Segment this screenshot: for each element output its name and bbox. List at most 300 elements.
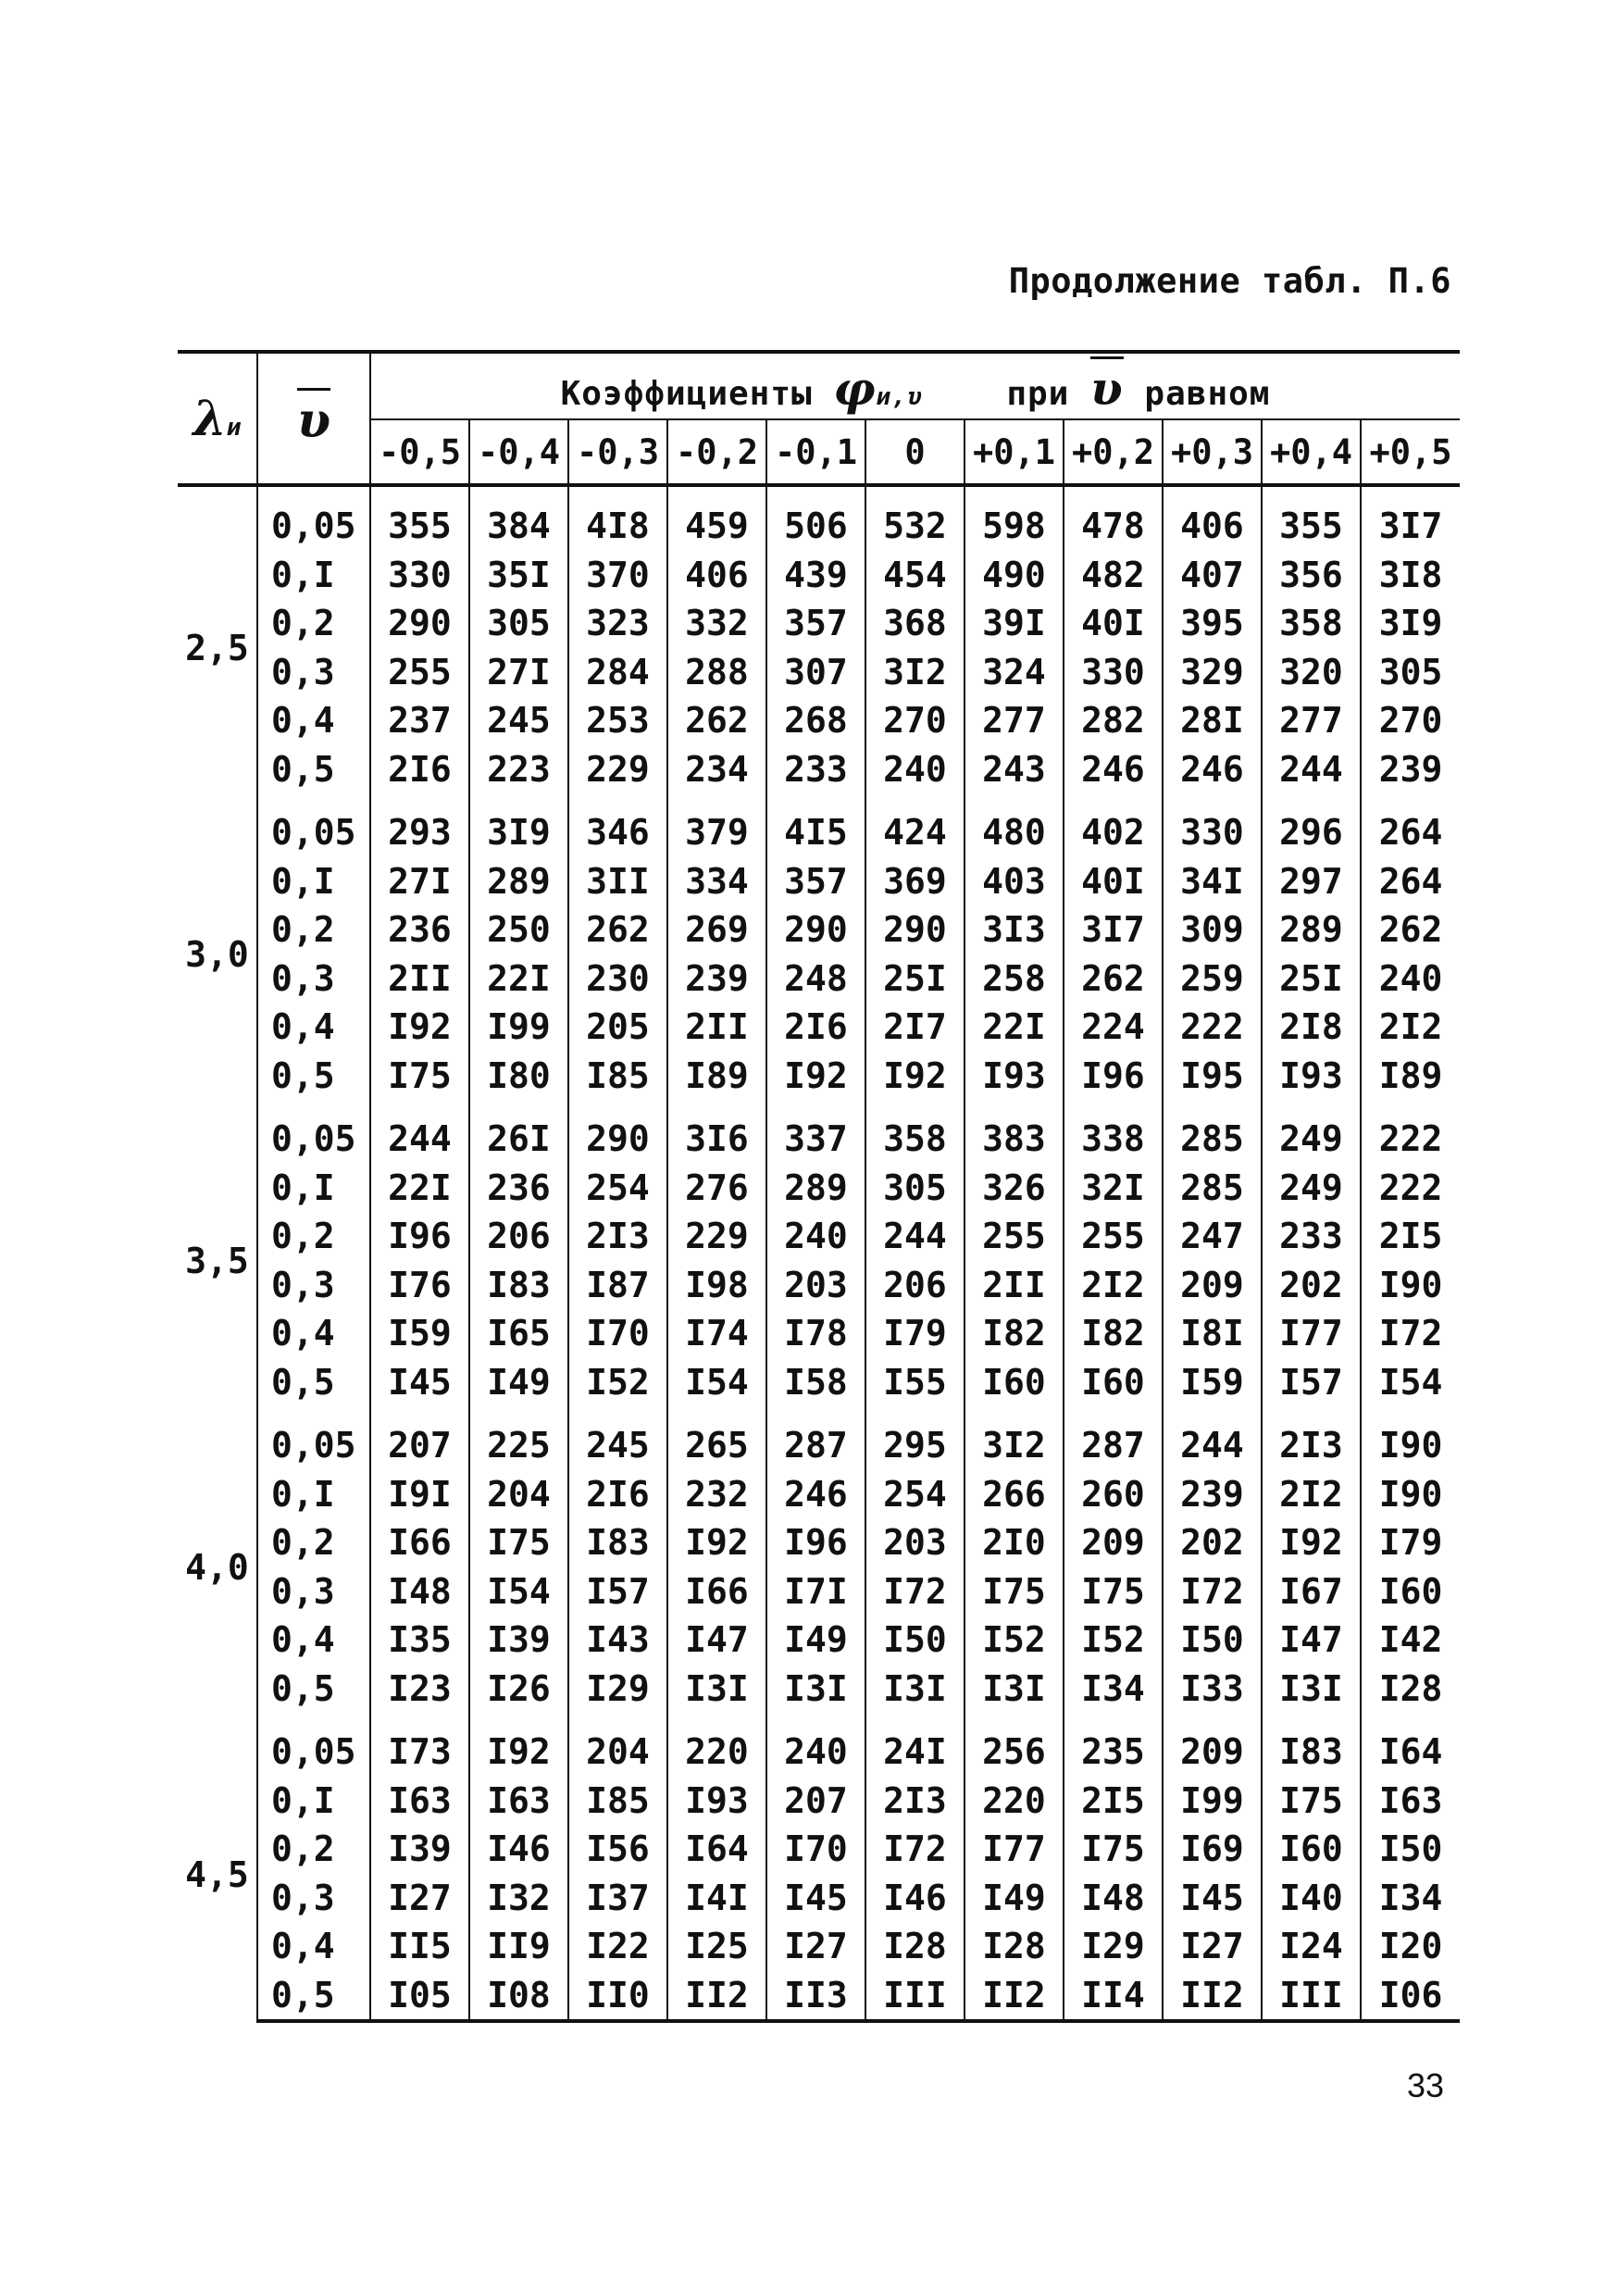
coefficient-cell: 296 bbox=[1262, 793, 1361, 857]
coefficient-cell: I95 bbox=[1163, 1052, 1262, 1101]
coefficient-cell: 39I bbox=[965, 599, 1064, 648]
v-value: 0,05 bbox=[257, 1713, 370, 1777]
coefficient-cell: I92 bbox=[865, 1052, 965, 1101]
coefficient-cell: 358 bbox=[1262, 599, 1361, 648]
coefficient-cell: 482 bbox=[1064, 551, 1163, 600]
coefficient-cell: I60 bbox=[1378, 1570, 1443, 1612]
coefficient-cell: I63 bbox=[469, 1777, 568, 1826]
coefficient-cell: II2 bbox=[965, 1971, 1064, 2022]
column-header: 0 bbox=[865, 419, 965, 485]
coefficient-cell: 240 bbox=[766, 1212, 865, 1261]
coefficient-cell: I56 bbox=[568, 1825, 667, 1874]
coefficient-cell: 233 bbox=[766, 745, 865, 794]
coefficient-cell: 269 bbox=[667, 905, 766, 955]
v-value: 0,2 bbox=[257, 1212, 370, 1261]
coefficient-cell: I82 bbox=[1064, 1309, 1163, 1358]
coefficient-cell: 2II bbox=[965, 1261, 1064, 1310]
column-header: +0,3 bbox=[1163, 419, 1262, 485]
coefficient-cell: I20 bbox=[1378, 1926, 1443, 1967]
coefficient-cell: I85 bbox=[568, 1052, 667, 1101]
coefficient-cell: 356 bbox=[1262, 551, 1361, 600]
coefficient-cell: I74 bbox=[667, 1309, 766, 1358]
coefficient-cell: I90 bbox=[1378, 1473, 1443, 1515]
table-row bbox=[178, 485, 1460, 551]
coefficient-cell: I60 bbox=[1064, 1358, 1163, 1407]
column-header: +0,4 bbox=[1262, 419, 1361, 485]
coefficient-cell: I48 bbox=[1064, 1874, 1163, 1923]
coefficient-cell: 3II bbox=[568, 857, 667, 906]
coefficient-cell: 25I bbox=[1262, 955, 1361, 1004]
coefficient-cell: I45 bbox=[766, 1874, 865, 1923]
lambda-value: 3,5 bbox=[178, 1100, 257, 1406]
coefficient-cell: 506 bbox=[766, 485, 865, 551]
coefficient-cell: I67 bbox=[1262, 1567, 1361, 1616]
v-value: 0,05 bbox=[257, 1406, 370, 1470]
coefficient-cell: 454 bbox=[865, 551, 965, 600]
coefficient-cell: 277 bbox=[965, 696, 1064, 745]
table-row bbox=[178, 1567, 1460, 1616]
coefficient-cell: 424 bbox=[865, 793, 965, 857]
coefficient-cell: 326 bbox=[965, 1164, 1064, 1213]
coefficient-cell: 27I bbox=[469, 648, 568, 697]
coefficient-cell: 2II bbox=[370, 955, 469, 1004]
coefficient-cell: 264 bbox=[1378, 812, 1443, 854]
coefficient-cell: 309 bbox=[1163, 905, 1262, 955]
coefficient-cell: 259 bbox=[1163, 955, 1262, 1004]
coefficient-cell: I76 bbox=[370, 1261, 469, 1310]
coefficient-cell: 40I bbox=[1064, 857, 1163, 906]
coefficient-cell: 240 bbox=[865, 745, 965, 794]
coefficient-cell: I64 bbox=[667, 1825, 766, 1874]
coefficient-cell: 3I2 bbox=[865, 648, 965, 697]
coefficient-cell: I83 bbox=[469, 1261, 568, 1310]
coefficient-cell: 222 bbox=[1163, 1003, 1262, 1052]
coefficient-cell: I27 bbox=[1163, 1922, 1262, 1971]
coefficient-cell: 222 bbox=[1378, 1118, 1443, 1160]
v-value: 0,3 bbox=[257, 1261, 370, 1310]
coefficient-cell: I23 bbox=[370, 1665, 469, 1714]
coefficient-cell: I50 bbox=[1378, 1828, 1443, 1870]
coefficient-cell: I60 bbox=[965, 1358, 1064, 1407]
column-header: -0,1 bbox=[766, 419, 865, 485]
coefficient-cell: 253 bbox=[568, 696, 667, 745]
v-value: 0,I bbox=[257, 551, 370, 600]
coefficient-cell: I85 bbox=[568, 1777, 667, 1826]
coefficient-cell: I70 bbox=[766, 1825, 865, 1874]
coefficient-cell: 2I5 bbox=[1064, 1777, 1163, 1826]
coefficient-cell: I25 bbox=[667, 1922, 766, 1971]
coefficient-cell: I47 bbox=[667, 1616, 766, 1665]
table-row bbox=[178, 1665, 1460, 1714]
table-row bbox=[178, 1777, 1460, 1826]
table-row bbox=[178, 1358, 1460, 1407]
coefficient-cell: 2I6 bbox=[370, 745, 469, 794]
coefficient-cell: I49 bbox=[965, 1874, 1064, 1923]
coefficient-cell: I92 bbox=[469, 1713, 568, 1777]
coefficient-cell: 3I7 bbox=[1378, 505, 1443, 547]
coefficient-cell: I75 bbox=[469, 1518, 568, 1567]
coefficient-cell: 27I bbox=[370, 857, 469, 906]
coefficient-cell: 290 bbox=[568, 1100, 667, 1164]
coefficient-cell: 290 bbox=[370, 599, 469, 648]
coefficient-cell: 305 bbox=[469, 599, 568, 648]
coefficient-cell: I8I bbox=[1163, 1309, 1262, 1358]
coefficient-cell: 402 bbox=[1064, 793, 1163, 857]
coefficient-cell: 324 bbox=[965, 648, 1064, 697]
coefficient-cell: 3I7 bbox=[1064, 905, 1163, 955]
coefficient-cell: I59 bbox=[1163, 1358, 1262, 1407]
coefficient-cell: I75 bbox=[370, 1052, 469, 1101]
coefficient-cell: II4 bbox=[1064, 1971, 1163, 2022]
coefficient-cell: 28I bbox=[1163, 696, 1262, 745]
coefficient-cell: 2I7 bbox=[865, 1003, 965, 1052]
coefficient-cell: 323 bbox=[568, 599, 667, 648]
coefficient-cell: 255 bbox=[1064, 1212, 1163, 1261]
coefficient-cell: 2II bbox=[667, 1003, 766, 1052]
coefficient-cell: I32 bbox=[469, 1874, 568, 1923]
coefficient-cell: 330 bbox=[370, 551, 469, 600]
table-row bbox=[178, 745, 1460, 794]
v-value: 0,2 bbox=[257, 1825, 370, 1874]
coefficient-cell: 2I8 bbox=[1262, 1003, 1361, 1052]
coefficient-cell: 247 bbox=[1163, 1212, 1262, 1261]
coefficient-cell: 439 bbox=[766, 551, 865, 600]
table-row bbox=[178, 1874, 1460, 1923]
phi-subscript: и,υ bbox=[876, 383, 923, 411]
coefficient-cell: 207 bbox=[370, 1406, 469, 1470]
coefficient-cell: I52 bbox=[1064, 1616, 1163, 1665]
coefficient-cell: I06 bbox=[1361, 1971, 1460, 2022]
coefficient-cell: 254 bbox=[865, 1470, 965, 1519]
coefficient-cell: I93 bbox=[1262, 1052, 1361, 1101]
column-header: +0,2 bbox=[1064, 419, 1163, 485]
table-row bbox=[178, 793, 1460, 857]
coefficient-cell: I52 bbox=[965, 1616, 1064, 1665]
coefficient-cell: 220 bbox=[965, 1777, 1064, 1826]
coefficient-cell: 223 bbox=[469, 745, 568, 794]
coefficient-cell: 358 bbox=[865, 1100, 965, 1164]
table-row bbox=[178, 1309, 1460, 1358]
coefficient-cell: 330 bbox=[1064, 648, 1163, 697]
coefficient-cell: 305 bbox=[865, 1164, 965, 1213]
v-value: 0,3 bbox=[257, 1567, 370, 1616]
coefficient-cell: I24 bbox=[1262, 1922, 1361, 1971]
coefficient-cell: 406 bbox=[667, 551, 766, 600]
coefficient-cell: I98 bbox=[667, 1261, 766, 1310]
coefficient-cell: 264 bbox=[1378, 860, 1443, 902]
coefficient-cell: 287 bbox=[766, 1406, 865, 1470]
coefficient-cell: 270 bbox=[865, 696, 965, 745]
coefficient-cell: 383 bbox=[965, 1100, 1064, 1164]
coefficient-cell: I75 bbox=[1064, 1825, 1163, 1874]
coefficient-cell: I35 bbox=[370, 1616, 469, 1665]
coefficient-cell: II9 bbox=[469, 1922, 568, 1971]
coefficient-cell: 26I bbox=[469, 1100, 568, 1164]
coefficient-cell: 204 bbox=[469, 1470, 568, 1519]
coefficient-cell: I66 bbox=[370, 1518, 469, 1567]
coefficient-cell: I50 bbox=[865, 1616, 965, 1665]
lambda-value: 3,0 bbox=[178, 793, 257, 1100]
coefficient-cell: 224 bbox=[1064, 1003, 1163, 1052]
coefficient-cell: 249 bbox=[1262, 1164, 1361, 1213]
coefficient-cell: 22I bbox=[370, 1164, 469, 1213]
coefficient-cell: I57 bbox=[1262, 1358, 1361, 1407]
lambda-value: 4,5 bbox=[178, 1713, 257, 2021]
coefficient-cell: I08 bbox=[469, 1971, 568, 2022]
coefficient-cell: 277 bbox=[1262, 696, 1361, 745]
title-text: Коэффициенты bbox=[560, 375, 813, 413]
coefficient-cell: 235 bbox=[1064, 1713, 1163, 1777]
coefficient-cell: I58 bbox=[766, 1358, 865, 1407]
v-value: 0,5 bbox=[257, 1971, 370, 2022]
coefficient-cell: 222 bbox=[1378, 1167, 1443, 1208]
coefficient-cell: 3I3 bbox=[965, 905, 1064, 955]
coefficient-cell: 334 bbox=[667, 857, 766, 906]
column-header: -0,2 bbox=[667, 419, 766, 485]
coefficient-cell: 287 bbox=[1064, 1406, 1163, 1470]
coefficient-cell: III bbox=[865, 1971, 965, 2022]
v-symbol: υ bbox=[297, 388, 330, 449]
coefficient-cell: I39 bbox=[469, 1616, 568, 1665]
coefficient-cell: 225 bbox=[469, 1406, 568, 1470]
page-number: 33 bbox=[1406, 2066, 1444, 2104]
coefficient-cell: I93 bbox=[667, 1777, 766, 1826]
coefficient-cell: 244 bbox=[1262, 745, 1361, 794]
coefficient-cell: I49 bbox=[469, 1358, 568, 1407]
coefficient-cell: 480 bbox=[965, 793, 1064, 857]
coefficient-cell: II0 bbox=[568, 1971, 667, 2022]
coefficient-cell: I9I bbox=[370, 1470, 469, 1519]
coefficient-cell: 3I6 bbox=[667, 1100, 766, 1164]
coefficient-cell: 25I bbox=[865, 955, 965, 1004]
coefficient-cell: 337 bbox=[766, 1100, 865, 1164]
coefficient-cell: 4I8 bbox=[568, 485, 667, 551]
v-value: 0,2 bbox=[257, 905, 370, 955]
coefficient-cell: I28 bbox=[865, 1922, 965, 1971]
v-value: 0,3 bbox=[257, 1874, 370, 1923]
column-header: -0,3 bbox=[568, 419, 667, 485]
coefficient-cell: I89 bbox=[1378, 1054, 1443, 1096]
v-value: 0,05 bbox=[257, 485, 370, 551]
coefficient-cell: 233 bbox=[1262, 1212, 1361, 1261]
coefficient-cell: I28 bbox=[965, 1922, 1064, 1971]
coefficient-cell: 229 bbox=[667, 1212, 766, 1261]
v-value: 0,5 bbox=[257, 745, 370, 794]
lambda-symbol: λ bbox=[193, 390, 227, 447]
coefficient-cell: II5 bbox=[370, 1922, 469, 1971]
coefficient-cell: 305 bbox=[1378, 651, 1443, 693]
coefficient-cell: 598 bbox=[965, 485, 1064, 551]
coefficient-cell: I83 bbox=[1262, 1713, 1361, 1777]
v-value: 0,4 bbox=[257, 1616, 370, 1665]
coefficient-cell: 209 bbox=[1163, 1261, 1262, 1310]
coefficient-cell: I3I bbox=[1262, 1665, 1361, 1714]
coefficient-cell: 203 bbox=[766, 1261, 865, 1310]
coefficient-cell: 532 bbox=[865, 485, 965, 551]
coefficient-cell: I66 bbox=[667, 1567, 766, 1616]
coefficient-cell: 248 bbox=[766, 955, 865, 1004]
table-row bbox=[178, 955, 1460, 1004]
table-row bbox=[178, 1212, 1460, 1261]
coefficient-cell: I92 bbox=[1262, 1518, 1361, 1567]
coefficient-cell: I63 bbox=[370, 1777, 469, 1826]
coefficient-cell: I45 bbox=[370, 1358, 469, 1407]
v-value: 0,5 bbox=[257, 1358, 370, 1407]
at-text: при bbox=[1006, 375, 1070, 413]
coefficient-cell: 239 bbox=[667, 955, 766, 1004]
coefficient-cell: II2 bbox=[1163, 1971, 1262, 2022]
coefficient-cell: 3I9 bbox=[1378, 603, 1443, 644]
coefficient-cell: 207 bbox=[766, 1777, 865, 1826]
coefficient-cell: 245 bbox=[469, 696, 568, 745]
coefficient-cell: I47 bbox=[1262, 1616, 1361, 1665]
column-header: -0,4 bbox=[469, 419, 568, 485]
coefficient-cell: 266 bbox=[965, 1470, 1064, 1519]
coefficient-cell: I90 bbox=[1378, 1425, 1443, 1466]
coefficient-cell: I33 bbox=[1163, 1665, 1262, 1714]
table-row bbox=[178, 551, 1460, 600]
coefficient-cell: I4I bbox=[667, 1874, 766, 1923]
coefficient-cell: I70 bbox=[568, 1309, 667, 1358]
coefficient-cell: 297 bbox=[1262, 857, 1361, 906]
coefficient-cell: I59 bbox=[370, 1309, 469, 1358]
coefficient-cell: 220 bbox=[667, 1713, 766, 1777]
coefficient-cell: 32I bbox=[1064, 1164, 1163, 1213]
coefficient-cell: I79 bbox=[1378, 1522, 1443, 1564]
coefficient-cell: 2I3 bbox=[568, 1212, 667, 1261]
coefficient-cell: 3I8 bbox=[1378, 554, 1443, 595]
equal-text: равном bbox=[1144, 375, 1271, 413]
v-value: 0,4 bbox=[257, 1003, 370, 1052]
coefficient-cell: 355 bbox=[370, 485, 469, 551]
coefficient-cell: 2I6 bbox=[766, 1003, 865, 1052]
coefficient-cell: 332 bbox=[667, 599, 766, 648]
coefficient-cell: 270 bbox=[1378, 700, 1443, 742]
coefficient-cell: I72 bbox=[1378, 1313, 1443, 1354]
coefficient-cell: III bbox=[1262, 1971, 1361, 2022]
coefficient-cell: I72 bbox=[865, 1567, 965, 1616]
coefficient-cell: 2I2 bbox=[1064, 1261, 1163, 1310]
coefficient-cell: II2 bbox=[667, 1971, 766, 2022]
lambda-value: 2,5 bbox=[178, 485, 257, 793]
table-row bbox=[178, 1406, 1460, 1470]
coefficient-cell: 230 bbox=[568, 955, 667, 1004]
column-header: +0,5 bbox=[1361, 419, 1460, 485]
coefficient-cell: 239 bbox=[1163, 1470, 1262, 1519]
coefficient-cell: I55 bbox=[865, 1358, 965, 1407]
coefficient-cell: 258 bbox=[965, 955, 1064, 1004]
coefficients-table bbox=[178, 350, 1460, 2023]
coefficient-cell: I05 bbox=[370, 1971, 469, 2022]
coefficient-cell: I37 bbox=[568, 1874, 667, 1923]
v-value: 0,I bbox=[257, 857, 370, 906]
coefficient-cell: I57 bbox=[568, 1567, 667, 1616]
v-value: 0,2 bbox=[257, 599, 370, 648]
coefficient-cell: 407 bbox=[1163, 551, 1262, 600]
coefficient-cell: I96 bbox=[1064, 1052, 1163, 1101]
table-row bbox=[178, 905, 1460, 955]
table-row bbox=[178, 1100, 1460, 1164]
coefficient-cell: 205 bbox=[568, 1003, 667, 1052]
coefficient-cell: 2I3 bbox=[1262, 1406, 1361, 1470]
coefficient-cell: I99 bbox=[469, 1003, 568, 1052]
coefficient-cell: 276 bbox=[667, 1164, 766, 1213]
coefficient-cell: I83 bbox=[568, 1518, 667, 1567]
coefficient-cell: 370 bbox=[568, 551, 667, 600]
coefficient-cell: 384 bbox=[469, 485, 568, 551]
v-value: 0,I bbox=[257, 1777, 370, 1826]
coefficient-cell: 285 bbox=[1163, 1164, 1262, 1213]
coefficient-cell: 369 bbox=[865, 857, 965, 906]
coefficient-cell: I96 bbox=[766, 1518, 865, 1567]
coefficient-cell: 307 bbox=[766, 648, 865, 697]
coefficient-cell: I63 bbox=[1378, 1779, 1443, 1821]
table-row bbox=[178, 1518, 1460, 1567]
coefficient-cell: 262 bbox=[1378, 909, 1443, 951]
coefficient-cell: I3I bbox=[667, 1665, 766, 1714]
coefficient-cell: 246 bbox=[1064, 745, 1163, 794]
coefficients-title bbox=[370, 352, 1460, 419]
coefficient-cell: 244 bbox=[1163, 1406, 1262, 1470]
coefficient-cell: I43 bbox=[568, 1616, 667, 1665]
coefficient-cell: I29 bbox=[568, 1665, 667, 1714]
coefficient-cell: I72 bbox=[865, 1825, 965, 1874]
coefficient-cell: 2I3 bbox=[865, 1777, 965, 1826]
coefficient-cell: I42 bbox=[1378, 1619, 1443, 1661]
coefficient-cell: 255 bbox=[370, 648, 469, 697]
coefficient-cell: I75 bbox=[1064, 1567, 1163, 1616]
coefficient-cell: 206 bbox=[865, 1261, 965, 1310]
coefficient-cell: 289 bbox=[766, 1164, 865, 1213]
coefficient-cell: 355 bbox=[1262, 485, 1361, 551]
coefficient-cell: 379 bbox=[667, 793, 766, 857]
column-header: +0,1 bbox=[965, 419, 1064, 485]
coefficient-cell: I99 bbox=[1163, 1777, 1262, 1826]
coefficient-cell: 262 bbox=[667, 696, 766, 745]
coefficient-cell: 203 bbox=[865, 1518, 965, 1567]
v-value: 0,I bbox=[257, 1470, 370, 1519]
table-row bbox=[178, 857, 1460, 906]
coefficient-cell: I82 bbox=[965, 1309, 1064, 1358]
coefficient-cell: I60 bbox=[1262, 1825, 1361, 1874]
coefficient-cell: 240 bbox=[766, 1713, 865, 1777]
coefficient-cell: I65 bbox=[469, 1309, 568, 1358]
coefficient-cell: 22I bbox=[469, 955, 568, 1004]
coefficient-cell: I90 bbox=[1378, 1264, 1443, 1305]
v-value: 0,5 bbox=[257, 1665, 370, 1714]
coefficient-cell: I69 bbox=[1163, 1825, 1262, 1874]
coefficient-cell: 338 bbox=[1064, 1100, 1163, 1164]
coefficient-cell: I54 bbox=[1378, 1361, 1443, 1403]
v-value: 0,4 bbox=[257, 696, 370, 745]
coefficient-cell: I34 bbox=[1378, 1877, 1443, 1918]
coefficient-cell: 395 bbox=[1163, 599, 1262, 648]
coefficient-cell: 478 bbox=[1064, 485, 1163, 551]
coefficient-cell: 320 bbox=[1262, 648, 1361, 697]
table-row bbox=[178, 1713, 1460, 1777]
coefficient-cell: I48 bbox=[370, 1567, 469, 1616]
coefficient-cell: I78 bbox=[766, 1309, 865, 1358]
coefficient-cell: 295 bbox=[865, 1406, 965, 1470]
coefficient-cell: 243 bbox=[965, 745, 1064, 794]
coefficient-cell: 293 bbox=[370, 793, 469, 857]
coefficient-cell: I46 bbox=[865, 1874, 965, 1923]
coefficient-cell: 346 bbox=[568, 793, 667, 857]
phi-symbol: φ bbox=[833, 361, 877, 416]
coefficient-cell: 268 bbox=[766, 696, 865, 745]
lambda-header bbox=[178, 352, 257, 485]
coefficient-cell: 265 bbox=[667, 1406, 766, 1470]
